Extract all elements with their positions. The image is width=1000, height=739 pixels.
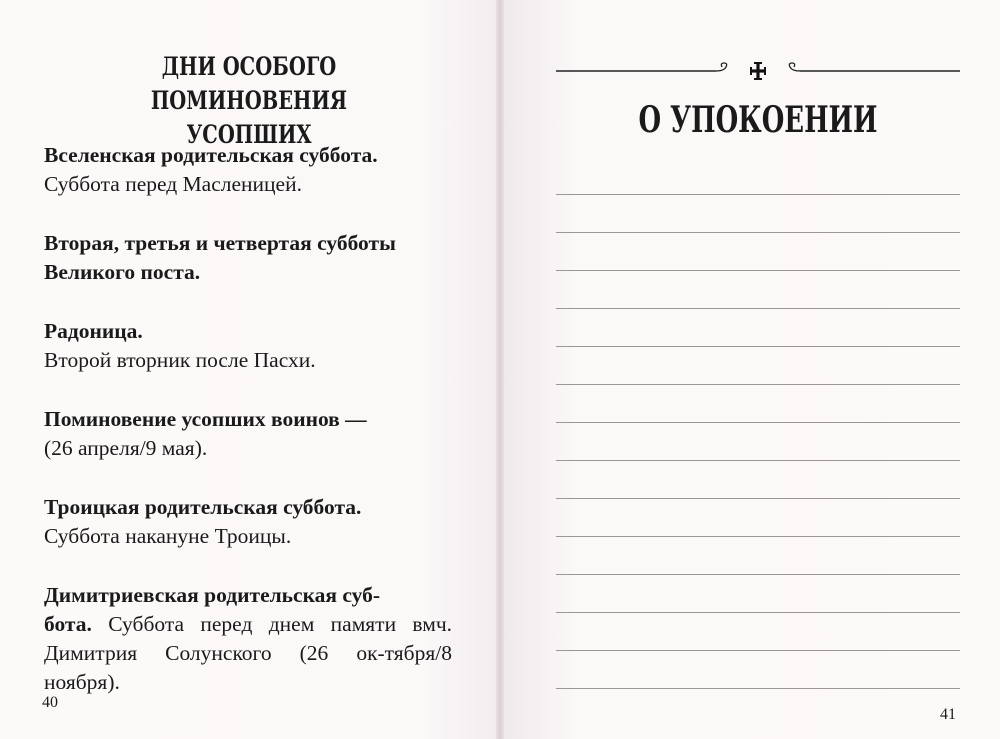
heading-line-2: УСОПШИХ <box>186 120 312 149</box>
heading-line-1: ДНИ ОСОБОГО ПОМИНОВЕНИЯ <box>150 52 348 115</box>
entry-title: Радоница. <box>44 319 143 343</box>
list-item <box>44 317 452 375</box>
entry-title: Вторая, третья и четвертая субботы Великого поста. <box>44 231 396 284</box>
list-item <box>44 405 452 463</box>
entry-title-continued: бота. <box>44 612 92 636</box>
writing-line <box>556 270 960 271</box>
cross-flourish-icon <box>556 60 960 82</box>
book-gutter <box>496 0 504 739</box>
page-number-left: 40 <box>42 694 58 711</box>
writing-line <box>556 574 960 575</box>
writing-line <box>556 232 960 233</box>
list-item <box>44 229 444 287</box>
writing-line <box>556 308 960 309</box>
list-item <box>44 141 452 199</box>
entry-title: Вселенская родительская суббота. <box>44 143 378 167</box>
list-item <box>44 493 452 551</box>
entry-text: (26 апреля/9 мая). <box>44 436 208 460</box>
writing-lines <box>556 194 960 726</box>
writing-line <box>556 688 960 689</box>
entry-text: Суббота перед Масленицей. <box>44 172 302 196</box>
entry-text: Суббота накануне Троицы. <box>44 524 292 548</box>
writing-line <box>556 346 960 347</box>
entry-title: Поминовение усопших воинов — <box>44 407 367 431</box>
writing-line <box>556 536 960 537</box>
list-item <box>44 581 452 697</box>
memorial-days-list <box>44 141 452 727</box>
writing-line <box>556 460 960 461</box>
entry-text-body: Суббота перед днем памяти вмч. Димитрия Солунского (26 ок-тября/8 ноября). <box>44 612 453 694</box>
page-number-right: 41 <box>940 706 956 723</box>
entry-title: Димитриевская родительская суб- <box>44 583 381 607</box>
page-title-right: О УПОКОЕНИИ <box>638 99 878 141</box>
writing-line <box>556 384 960 385</box>
writing-line <box>556 194 960 195</box>
entry-text <box>44 610 452 697</box>
writing-line <box>556 498 960 499</box>
writing-line <box>556 650 960 651</box>
page-title-left <box>89 50 409 152</box>
writing-line <box>556 612 960 613</box>
entry-title: Троицкая родительская суббота. <box>44 495 362 519</box>
writing-line <box>556 422 960 423</box>
entry-text: Второй вторник после Пасхи. <box>44 348 316 372</box>
